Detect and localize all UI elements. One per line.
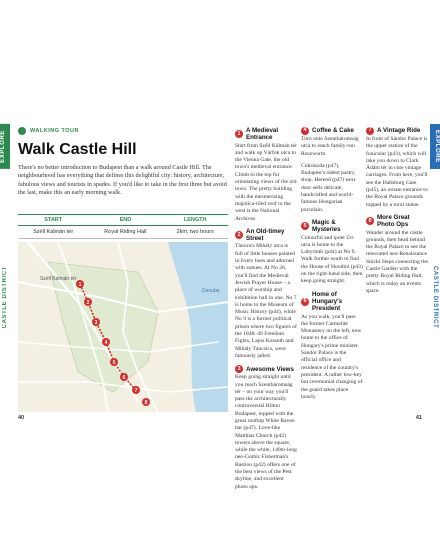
district-tab-label: CASTLE DISTRICT [2,265,8,328]
stop-number-5: 5 [301,222,309,230]
intro-paragraph: There's no better introduction to Budapest than a walk around Castle Hill. The neighbourhood has everything that defines this delightful city: history, architecture, fabulous views and tourists in spades. If you'd like to take in the first three but avoid the last, make this an early morning walk. [18,164,227,197]
walking-tour-label: WALKING TOUR [30,128,79,134]
tour-info-table [18,214,228,239]
column-3 [366,127,428,300]
map-stop-4: 4 [104,340,108,346]
map-graphic [18,242,228,412]
district-tab-label-right: CASTLE DISTRICT [432,265,438,328]
stop-number-7: 7 [366,127,374,135]
stop-number-8: 8 [366,217,374,225]
section-body-4: Turn onto Szentháromság utca to reach family-run Ruszwurm [301,136,359,157]
column-1 [235,127,297,496]
walking-tour-icon [18,127,26,135]
stop-number-1: 1 [235,130,243,138]
section-title-7: A Vintage Ride [377,127,421,135]
explore-tab-label-right: EXPLORE [430,124,440,169]
map-label-river: Danube [202,288,220,294]
section-body-6: As you walk, you'll pass the former Carmelite Monastery on the left, now home to the office of Hungary's prime minister. Sándor Palace is the official office and residence of the country's president. A rather low-key but ceremonial changing of the guard takes place hourly. [301,313,363,400]
section-body-5: Colourful and quiet Úri utca is home to the Labyrinth (p44) at No 9. Walk further south to find the House of Houdini (p43) on the right-hand side, then keep going straight. [301,234,363,285]
section-title-6: Home of Hungary's President [312,290,343,313]
section-title-4: Coffee & Cake [312,127,354,135]
section-body-3: Keep going straight until you reach Szentháromság tér – on your way you'll pass the architecturally controversial Hilton Budapest, topped with the great rooftop White Raven bar (p47). Love-like Matthias Church (p42) towers above the square, while the white, 140m-long neo-Gothic Fisherman's Bastion (p42) offers one of the best views of the Pest skyline, and excellent photo ops. [235,374,297,490]
left-side-tab [0,124,10,334]
map-stop-6: 6 [122,375,126,381]
start-header: START [18,215,88,226]
section-body-8: Wander around the castle grounds, then head behind the Royal Palace to see the renovated neo-Renaissance Stöckl Steps connecting the Castle Garden with the pretty Royal Riding Hall, which is today an events space. [366,229,428,294]
end-value: Royal Riding Hall [88,226,162,239]
column-2 [301,127,363,406]
stop-number-6: 6 [301,298,309,306]
stop-number-2: 2 [235,231,243,239]
section-body-7: In front of Sándor Palace is the upper station of the funicular (p43), which will take you down to Clark Ádám tér in cute vintage carriages. From here, you'll see the Habsburg Gate (p45), an ornate entrance to the Royal Palace grounds topped by a turul statue. [366,136,428,208]
right-side-tab [430,124,440,334]
section-body-2: Táncsics Mihály utca is full of little houses painted in lively hues and adorned with statues. At No 26, you'll find the Medieval Jewish Prayer House – a place of worship and exhibition hall in one. No 7 is home to the Museum of Music History (p44), while No 9 is a former political prison where two figures of the 1848–49 Freedom Fights, Lajos Kossuth and Mihály Táncsics, were famously jailed. [235,243,297,359]
section-body-1: Start from Széll Kálmán tér and walk up Várfok utca to the Vienna Gate, the old town's medieval entrance. Climb to the top for orientating views of the old town. The pretty building with the mesmerising majolica-tiled roof to the west is the National Archives. [235,142,297,222]
section-title-5: Magic & Mysteries [312,218,341,234]
map-stop-2: 2 [86,300,90,306]
end-header: END [88,215,162,226]
map-stop-1: 1 [78,282,82,288]
section-title-2: An Old-timey Street [246,227,285,243]
length-value: 2km; two hours [162,226,228,239]
length-header: LENGTH [162,215,228,226]
page-title: Walk Castle Hill [18,141,137,158]
stop-number-4: 4 [301,127,309,135]
walking-tour-header [18,127,79,135]
start-value: Széll Kálmán tér [18,226,88,239]
page-number-right: 41 [415,415,422,421]
map-stop-5: 5 [112,360,116,366]
tour-map [18,242,228,412]
stop-number-3: 3 [235,365,243,373]
map-stop-8: 8 [144,400,148,406]
section-title-8: More Great Photo Ops [377,213,410,229]
section-title-3: Awesome Views [246,365,294,373]
map-stop-7: 7 [134,388,138,394]
section-title-1: A Medieval Entrance [246,127,279,142]
page-number-left: 40 [18,415,25,421]
map-label-start: Széll Kálmán tér [40,276,77,282]
section-body-4-cont: Cukrászda (p47), Budapest's oldest pastry shop. Herend (p47) next door sells delicate, handcrafted and world-famous Hungarian porcelain. [301,162,356,213]
map-stop-3: 3 [94,320,98,326]
explore-tab-label: EXPLORE [0,124,10,169]
